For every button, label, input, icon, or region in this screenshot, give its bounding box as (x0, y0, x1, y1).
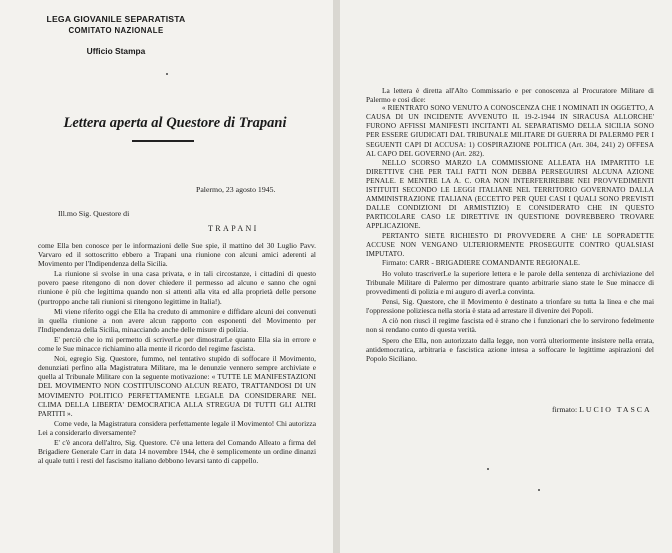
addressee-city: TRAPANI (208, 224, 259, 233)
paragraph: E' c'è ancora dell'altro, Sig. Questore. C'è una lettera del Comando Alleato a firma del Brigadiere Generale Carr in data 14 novembre 1944, che è semplicemente un ordine dinanzi al quale tutti i resti del fascismo italiano debbono levarsi tanto di cappello. (38, 437, 316, 466)
paragraph: La lettera è diretta all'Alto Commissario e per conoscenza al Procuratore Militare di Palermo e così dice: (366, 86, 654, 105)
quoted-order: « RIENTRATO SONO VENUTO A CONOSCENZA CHE I NOMINATI IN OGGETTO, A CAUSA DI UN INCIDENTE AVVENUTO IL 19-2-1944 IN SIRACUSA ALLORCHE' FURONO AFFISSI MANIFESTI INCITANTI AL SEPARATISMO DELLA SICILIA SONO PER ESSERE GIUDICATI DAL TRIBUNALE MILITARE DI GUERRA DI PALERMO PER I SEGUENTI CAPI DI ACCUSA: 1) COSPIRAZIONE POLITICA (Art. 304, 241) 2) OFFESA AL CAPO DEL GOVERNO (Art. 282). (366, 104, 654, 158)
press-office: Ufficio Stampa (86, 46, 146, 56)
paragraph: Come vede, la Magistratura considera perfettamente legale il Movimento! Chi autorizza Lei a considerarlo diversamente? (38, 418, 316, 437)
left-body-text (38, 241, 316, 465)
speck-mark (538, 489, 540, 491)
paragraph: come Ella ben conosce per le informazioni delle Sue spie, il mattino del 30 Luglio Pavv. Varvaro ed il sottoscritto ebbero a Trapani una riunione con alcuni amici aderenti al Movimento per l'Indipendenza della Sicilia. (38, 241, 316, 269)
quoted-order: PERTANTO SIETE RICHIESTO DI PROVVEDERE A CHE' LE SOPRADETTE ACCUSE NON VENGANO ULTERIORMENTE PROSEGUITE CONTRO QUALSIASI IMPUTATO. (366, 231, 654, 258)
document-title: Lettera aperta al Questore di Trapani (63, 115, 287, 131)
paragraph: Noi, egregio Sig. Questore, fummo, nel tentativo stupido di soffocare il Movimento, denunziati perfino alla Magistratura Militare, ma le denunzie vennero sempre archiviate e quella al Tribunale Militare con la seguente motivazione: « TUTTE LE MANIFESTAZIONI DEL MOVIMENTO NON COSTITUISCONO ALCUN REATO, TRATTANDOSI DI UN MOVIMENTO POLITICO PERFETTAMENTE LEGALE DA CONSIDERARE NEL CLIMA DELLA LIBERTA' DEMOCRATICA ALLA STREGUA DI TUTTI GLI ALTRI PARTITI ». (38, 354, 316, 418)
speck-mark (487, 468, 489, 470)
paragraph: Spero che Ella, non autorizzato dalla legge, non vorrà ulteriormente insistere nella errata, antidemocratica, arbitraria e fascistica azione intesa a soffocare le legittime aspirazioni del Popolo Siciliano. (366, 335, 654, 363)
quoted-signature: Firmato: CARR - BRIGADIERE COMANDANTE REGIONALE. (382, 258, 581, 267)
committee-name: COMITATO NAZIONALE (68, 26, 164, 35)
paragraph: Mi viene riferito oggi che Ella ha creduto di ammonire e diffidare alcuni dei convenuti in quella riunione a non avere alcun rapporto con esponenti del Movimento per l'Indipendenza della Sicilia, minacciando anche delle misure di polizia. (38, 306, 316, 334)
addressee-salutation: Ill.mo Sig. Questore di (58, 209, 130, 218)
signature-block (552, 405, 652, 414)
signature-prefix: firmato: (552, 405, 578, 414)
paragraph: E' perciò che io mi permetto di scriverLe per dimostrarLe quanto Ella sia in errore e come le Sue minacce richiamino alla mente il ricordo del regime fascista. (38, 334, 316, 354)
speck-mark (166, 73, 168, 75)
signature-name: LUCIO TASCA (579, 405, 652, 414)
paragraph: A ciò non riuscì il regime fascista ed è strano che i funzionari che lo servirono fedelmente non si rendano conto di questa verità. (366, 316, 654, 335)
page-gutter (333, 0, 340, 553)
place-date: Palermo, 23 agosto 1945. (196, 185, 276, 194)
paragraph: Pensi, Sig. Questore, che il Movimento è destinato a trionfare su tutta la linea e che mai l'oppressione poliziesca nella storia è stata ad arrestare il divenire dei Popoli. (366, 297, 654, 316)
paragraph: La riunione si svolse in una casa privata, e in tali circostanze, i cittadini di questo povero paese ritengono di non dover chiedere il permesso ad alcuno e sanno che ogni riunione è più che legittima quando non si attenti alla vita ed alla proprietà delle persone (purtroppo anche tali riunioni si ritengono legittime in Italia!). (38, 269, 316, 306)
right-body-text (366, 86, 654, 363)
letterhead (36, 14, 196, 56)
quoted-order: NELLO SCORSO MARZO LA COMMISSIONE ALLEATA HA IMPARTITO LE DIRETTIVE CHE PER TALI FATTI NON DEBBA PERSEGUIRSI ALCUNA AZIONE PENALE. E MENTRE LA A. C. ORA NON INTERFERIREBBE NEI PROVVEDIMENTI ISTITUITI SECONDO LE LEGGI ITALIANE NEL TERRITORIO GOVERNATO DALLA AMMINISTRAZIONE ITALIANA (ECCETTO PER QUEI CASI I QUALI SONO PREVISTI DALLE CONDIZIONI DI ARMISTIZIO) E CONSIDERATO CHE IN QUESTO PARTICOLARE CASO LE DIRETTIVE IN QUESTIONE DOVREBBERO TROVARE APPLICAZIONE. (366, 158, 654, 231)
title-underline (132, 140, 194, 142)
organization-name: LEGA GIOVANILE SEPARATISTA (46, 14, 186, 24)
paragraph: Ho voluto trascriverLe la superiore lettera e le parole della sentenza di archiviazione del Tribunale Militare di Palermo per dimostrare quanto arbitrarie siano state le Sue minacce di provvedimenti di polizia e mi auguro di averLa convinta. (366, 268, 654, 297)
